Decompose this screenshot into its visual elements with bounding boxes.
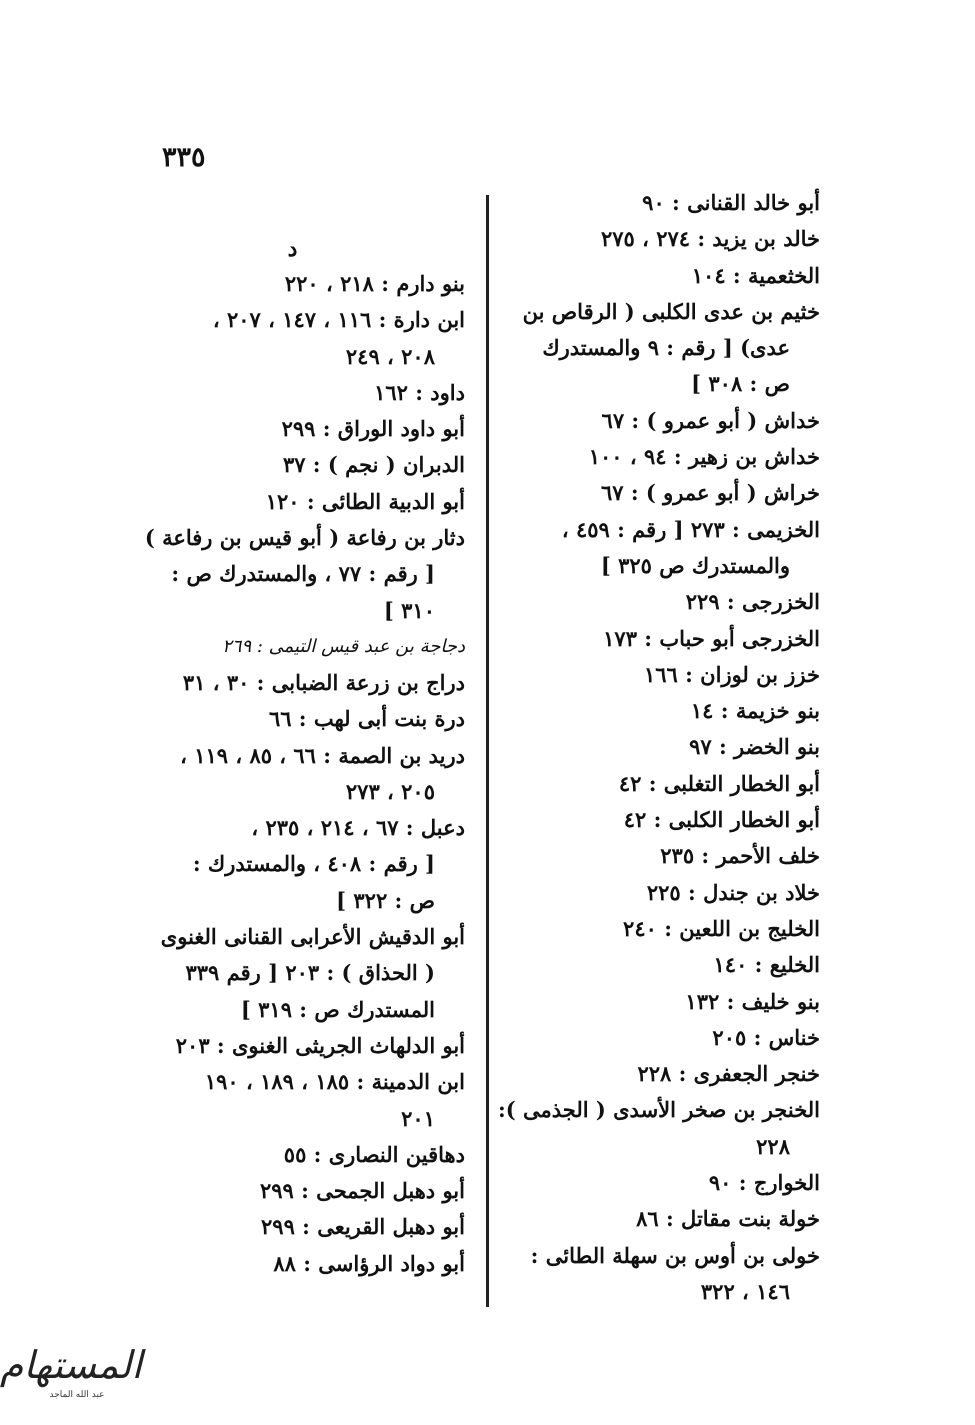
- entry-text: ابن دارة : ١١٦ ، ١٤٧ ، ٢٠٧ ،: [212, 307, 465, 333]
- entry-text: ابن الدمينة : ١٨٥ ، ١٨٩ ، ١٩٠: [204, 1069, 465, 1095]
- index-entry: [490, 258, 820, 294]
- entry-text: أبو الخطار الكلبى : ٤٢: [623, 807, 820, 833]
- logo-text: المستهام: [0, 1343, 142, 1387]
- entry-text: خلاد بن جندل : ٢٢٥: [646, 879, 820, 905]
- entry-continuation: ١٤٦ ، ٣٢٢: [700, 1278, 790, 1304]
- index-entry: [490, 1020, 820, 1056]
- entry-continuation: ص : ٣٢٢ ]: [336, 887, 435, 913]
- index-entry: [120, 1246, 465, 1282]
- entry-text: دثار بن رفاعة ( أبو قيس بن رفاعة ): [144, 525, 465, 551]
- entry-text: الخثعمية : ١٠٤: [691, 262, 820, 288]
- entry-text: خولة بنت مقاتل : ٨٦: [636, 1206, 820, 1232]
- index-entry: [120, 1173, 465, 1209]
- index-entry: [490, 185, 820, 221]
- entry-text: دهاقين النصارى : ٥٥: [283, 1141, 465, 1167]
- entry-text: خلف الأحمر : ٢٣٥: [660, 843, 820, 869]
- entry-text: أبو خالد القنانى : ٩٠: [642, 190, 820, 215]
- entry-text: أبو دواد الرؤاسى : ٨٨: [273, 1250, 465, 1276]
- index-entry: [490, 221, 820, 257]
- index-entry: [120, 810, 465, 919]
- index-entry: [490, 875, 820, 911]
- entry-text: أبو دهبل الجمحى : ٢٩٩: [259, 1178, 465, 1204]
- entry-text: الخوارج : ٩٠: [708, 1170, 820, 1196]
- entry-text: أبو الدلهاث الجريثى الغنوى : ٢٠٣: [175, 1032, 465, 1058]
- entry-text: خداش بن زهير : ٩٤ ، ١٠٠: [588, 444, 820, 470]
- entry-text: أبو الدقيش الأعرابى القنانى الغنوى: [160, 924, 465, 950]
- index-entry: [490, 1056, 820, 1092]
- index-entry: [120, 266, 465, 302]
- index-entry: [490, 1092, 820, 1165]
- entry-continuation: ٢٠٥ ، ٢٧٣: [345, 778, 435, 804]
- entry-text: أبو دهبل القريعى : ٢٩٩: [261, 1214, 465, 1240]
- index-entry: [120, 738, 465, 811]
- index-entry: [120, 1064, 465, 1137]
- index-entry: [120, 484, 465, 520]
- entry-text: دريد بن الصمة : ٦٦ ، ٨٥ ، ١١٩ ،: [180, 742, 465, 768]
- publisher-logo: [0, 1340, 142, 1408]
- index-entry: [120, 1028, 465, 1064]
- index-entry: [120, 520, 465, 629]
- entry-text: الخزرجى أبو حباب : ١٧٣: [603, 625, 820, 651]
- index-entry: [490, 439, 820, 475]
- entry-text: داود : ١٦٢: [374, 379, 465, 405]
- entry-continuation: ٢٠١: [401, 1105, 435, 1131]
- index-entry: [490, 1201, 820, 1237]
- index-entry: [120, 375, 465, 411]
- entry-continuation: ٣١٠ ]: [383, 597, 435, 623]
- index-entries-left: [120, 266, 465, 1282]
- index-entry: [490, 475, 820, 511]
- entry-text: بنو خزيمة : ١٤: [690, 698, 820, 724]
- index-entry: [490, 621, 820, 657]
- index-entry: [120, 701, 465, 737]
- entry-continuation: [ رقم : ٤٠٨ ، والمستدرك :: [192, 851, 435, 877]
- index-entry: [490, 947, 820, 983]
- entry-text: أبو داود الوراق : ٢٩٩: [281, 416, 465, 442]
- entry-text: خولى بن أوس بن سهلة الطائى :: [530, 1242, 820, 1268]
- index-entry: [490, 693, 820, 729]
- entry-text: بنو خليف : ١٣٢: [685, 988, 820, 1014]
- index-entry: [120, 1209, 465, 1245]
- entry-text: خراش ( أبو عمرو ) : ٦٧: [600, 480, 820, 506]
- index-entry: [490, 584, 820, 620]
- entry-text: خنجر الجعفرى : ٢٢٨: [637, 1061, 820, 1087]
- entry-continuation: ٢٠٨ ، ٢٤٩: [345, 343, 435, 369]
- index-entry: [120, 1137, 465, 1173]
- entry-text: خثيم بن عدى الكلبى ( الرقاص بن: [522, 298, 820, 324]
- entry-text: بنو دارم : ٢١٨ ، ٢٢٠: [284, 271, 465, 296]
- entry-continuation: ٢٢٨: [756, 1133, 790, 1159]
- entry-text: أبو الخطار التغلبى : ٤٢: [618, 770, 820, 796]
- entry-text: دجاجة بن عبد قيس التيمى : ٢٦٩: [222, 635, 465, 657]
- index-entry: [120, 411, 465, 447]
- entry-text: الخزيمى : ٢٧٣ [ رقم : ٤٥٩ ،: [561, 516, 820, 542]
- entry-text: الخليع : ١٤٠: [713, 952, 820, 978]
- index-column-left: [120, 232, 465, 1282]
- entry-continuation: ( الحذاق ) : ٢٠٣ [ رقم ٣٣٩: [185, 960, 435, 986]
- page-number: ٣٣٥: [162, 142, 206, 173]
- index-column-right: [490, 185, 820, 1310]
- entry-text: الخليج بن اللعين : ٢٤٠: [623, 915, 820, 941]
- entry-text: الدبران ( نجم ) : ٣٧: [282, 452, 465, 478]
- handwritten-annotation: [120, 629, 465, 665]
- index-entry: [490, 1165, 820, 1201]
- entry-text: خداش ( أبو عمرو ) : ٦٧: [601, 407, 820, 433]
- entry-text: درة بنت أبى لهب : ٦٦: [268, 706, 465, 732]
- entry-text: أبو الدبية الطائى : ١٢٠: [265, 488, 465, 514]
- index-entry: [490, 984, 820, 1020]
- entry-continuation: [ رقم : ٧٧ ، والمستدرك ص :: [171, 561, 435, 587]
- index-entry: [490, 766, 820, 802]
- entry-text: دعبل : ٦٧ ، ٢١٤ ، ٢٣٥ ،: [251, 815, 465, 841]
- index-entry: [120, 447, 465, 483]
- index-entry: [490, 294, 820, 403]
- index-entry: [490, 911, 820, 947]
- index-entry: [120, 919, 465, 1028]
- entry-text: الخزرجى : ٢٢٩: [685, 589, 820, 615]
- index-entry: [490, 1238, 820, 1311]
- index-entry: [490, 729, 820, 765]
- column-divider: [486, 195, 489, 1307]
- entry-text: دراج بن زرعة الضبابى : ٣٠ ، ٣١: [182, 669, 465, 695]
- entry-continuation: ص : ٣٠٨ ]: [691, 371, 790, 397]
- entry-text: خزز بن لوزان : ١٦٦: [643, 661, 820, 687]
- entry-text: خالد بن يزيد : ٢٧٤ ، ٢٧٥: [600, 226, 820, 252]
- entry-continuation: والمستدرك ص ٣٢٥ ]: [600, 552, 790, 578]
- entry-text: بنو الخضر : ٩٧: [689, 734, 820, 760]
- index-entry: [120, 665, 465, 701]
- entry-text: خناس : ٢٠٥: [712, 1024, 820, 1050]
- section-letter: د: [287, 236, 298, 262]
- logo-subtext: عبد الله الماجد: [49, 1390, 105, 1400]
- index-entry: [490, 802, 820, 838]
- index-entry: [120, 302, 465, 375]
- index-entry: [490, 838, 820, 874]
- entry-text: الخنجر بن صخر الأسدى ( الجذمى ):: [498, 1097, 820, 1123]
- index-entry: [490, 512, 820, 585]
- index-entry: [490, 657, 820, 693]
- entry-continuation: عدى) [ رقم : ٩ والمستدرك: [542, 335, 790, 361]
- entry-continuation: المستدرك ص : ٣١٩ ]: [240, 996, 435, 1022]
- index-entry: [490, 403, 820, 439]
